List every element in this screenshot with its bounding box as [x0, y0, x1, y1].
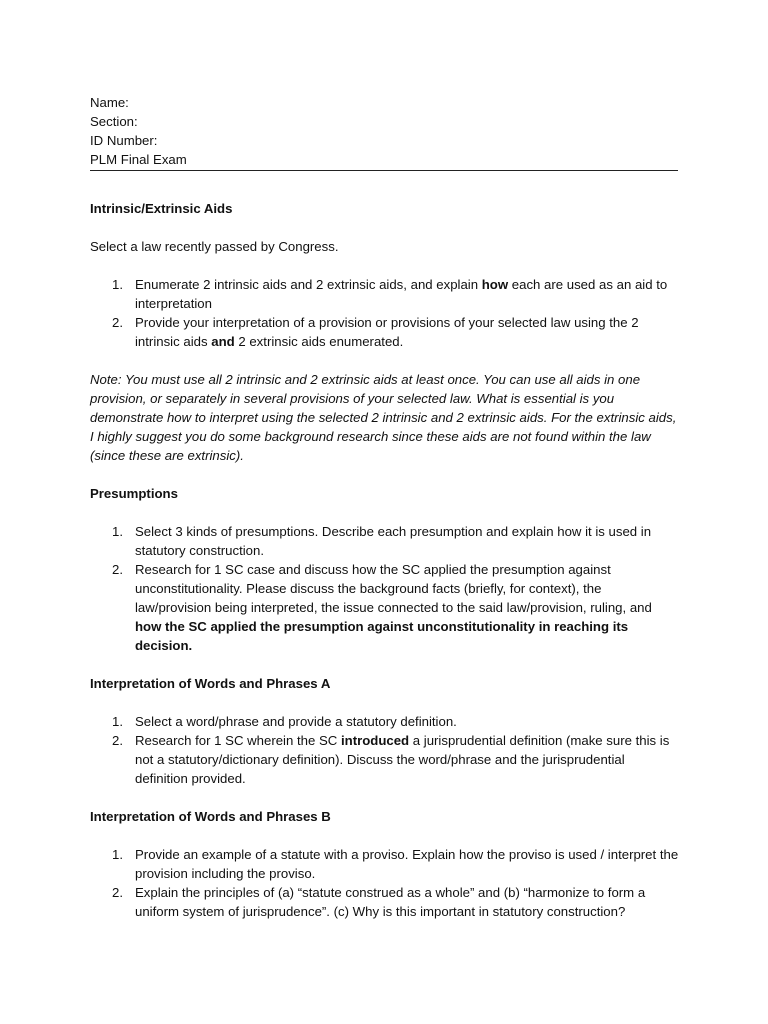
item-number: 2. [112, 315, 123, 330]
list-item: 1. Enumerate 2 intrinsic aids and 2 extrinsic aids, and explain how each are used as an aid to interpretation [112, 277, 668, 311]
section-intrinsic-extrinsic [90, 199, 680, 465]
item-number: 1. [112, 277, 123, 292]
question-list [90, 522, 680, 655]
section-words-phrases-b [90, 807, 680, 921]
exam-title: PLM Final Exam [90, 152, 187, 167]
section-presumptions [90, 484, 680, 655]
section-intro: Select a law recently passed by Congress. [90, 239, 339, 254]
question-list [90, 845, 680, 921]
list-item: 1. Provide an example of a statute with a proviso. Explain how the proviso is used / interpret the provision including the proviso. [112, 847, 679, 881]
section-label: Section: [90, 114, 138, 129]
list-item: 1. Select 3 kinds of presumptions. Describe each presumption and explain how it is used in statutory construction. [112, 524, 652, 558]
section-words-phrases-a [90, 674, 680, 788]
list-item: 1. Select a word/phrase and provide a statutory definition. [112, 714, 457, 729]
header-divider [90, 170, 678, 171]
list-item: 2. Explain the principles of (a) “statute construed as a whole” and (b) “harmonize to form a uniform system of jurisprudence”. (c) Why is this important in statutory construction? [112, 885, 646, 919]
section-title: Presumptions [90, 486, 178, 501]
section-title: Intrinsic/Extrinsic Aids [90, 201, 233, 216]
list-item: 2. Research for 1 SC wherein the SC introduced a jurisprudential definition (make sure this is not a statutory/dictionary definition). Discuss the word/phrase and the jurisprudential definition provided. [112, 733, 670, 786]
item-number: 1. [112, 714, 123, 729]
section-title: Interpretation of Words and Phrases A [90, 676, 331, 691]
name-label: Name: [90, 95, 129, 110]
list-item: 2. Provide your interpretation of a provision or provisions of your selected law using the 2 intrinsic aids and 2 extrinsic aids enumerated. [112, 315, 639, 349]
exam-header [90, 93, 680, 171]
item-number: 1. [112, 524, 123, 539]
list-item: 2. Research for 1 SC case and discuss how the SC applied the presumption against unconstitutionality. Please discuss the background facts (briefly, for context), the law/provision being interpreted, the issue connected to the said law/provision, ruling, and how the SC applied the presumption against unconstitutionality in reaching its decision. [112, 562, 652, 653]
exam-page [90, 93, 680, 921]
item-number: 2. [112, 885, 123, 900]
item-number: 2. [112, 733, 123, 748]
question-list [90, 712, 680, 788]
note-paragraph: Note: You must use all 2 intrinsic and 2 extrinsic aids at least once. You can use all aids in one provision, or separately in several provisions of your selected law. What is essential is you demonstrate how to interpret using the selected 2 intrinsic and 2 extrinsic aids. For the extrinsic aids, I highly suggest you do some background research since these aids are not found within the law (since these are extrinsic). [90, 372, 677, 463]
item-number: 2. [112, 562, 123, 577]
question-list [90, 275, 680, 351]
id-number-label: ID Number: [90, 133, 158, 148]
section-title: Interpretation of Words and Phrases B [90, 809, 331, 824]
item-number: 1. [112, 847, 123, 862]
